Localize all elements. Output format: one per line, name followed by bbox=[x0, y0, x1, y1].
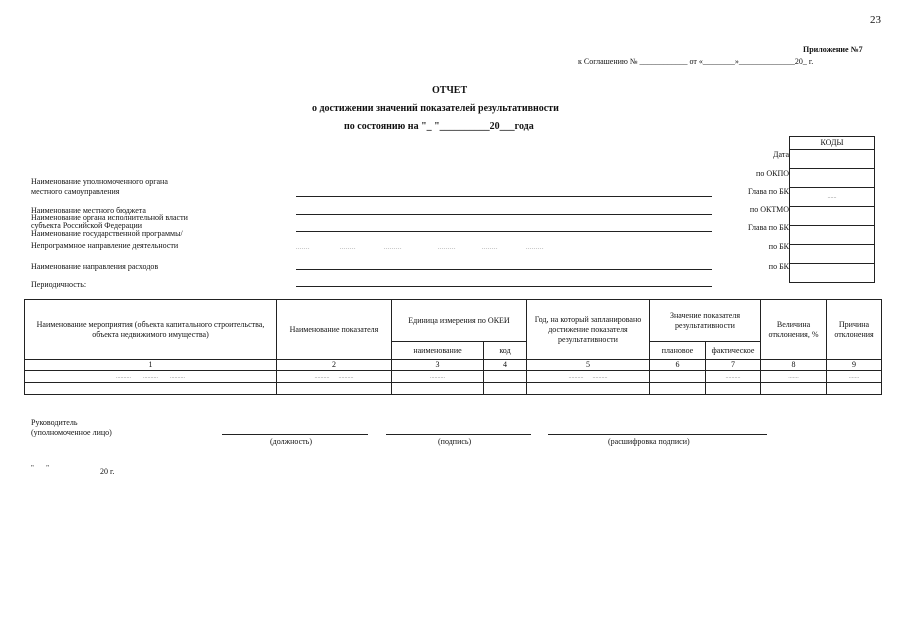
indicators-table bbox=[24, 299, 882, 395]
field-executive-line[interactable] bbox=[296, 231, 712, 232]
column-number: 2 bbox=[277, 360, 392, 371]
table-row bbox=[25, 371, 882, 383]
header-reason: Причина отклонения bbox=[827, 300, 882, 360]
field-budget-label: Наименование местного бюджета bbox=[31, 206, 146, 215]
code-label-bk-1: по БК bbox=[768, 242, 789, 251]
table-cell[interactable] bbox=[484, 383, 527, 395]
header-event: Наименование мероприятия (объекта капитального строительства, объекта недвижимого имущества) bbox=[25, 300, 277, 360]
column-number: 5 bbox=[527, 360, 650, 371]
table-cell[interactable] bbox=[650, 383, 706, 395]
field-periodicity-label: Периодичность: bbox=[31, 280, 87, 289]
signature-position-line[interactable] bbox=[222, 434, 368, 435]
table-cell[interactable]: .......... bbox=[392, 371, 484, 383]
field-program-dots: ....... ........ ......... ......... ........ ......... bbox=[296, 245, 544, 251]
table-cell[interactable] bbox=[706, 383, 761, 395]
header-actual: фактическое bbox=[706, 342, 761, 360]
field-budget-line[interactable] bbox=[296, 214, 712, 215]
column-number: 1 bbox=[25, 360, 277, 371]
table-cell[interactable] bbox=[650, 371, 706, 383]
code-cell-bk-1[interactable] bbox=[790, 245, 874, 264]
table-cell[interactable]: ....... bbox=[827, 371, 882, 383]
field-authority-label-2: местного самоуправления bbox=[31, 187, 120, 196]
field-expenses-label: Наименование направления расходов bbox=[31, 262, 159, 271]
table-cell[interactable] bbox=[527, 383, 650, 395]
column-numbers-row bbox=[25, 360, 882, 371]
table-cell[interactable]: .......... .......... .......... bbox=[25, 371, 277, 383]
table-cell[interactable] bbox=[761, 383, 827, 395]
header-year: Год, на который запланировано достижение показателя результативности bbox=[527, 300, 650, 360]
table-row bbox=[25, 383, 882, 395]
field-executive-label-2: субъекта Российской Федерации bbox=[31, 221, 143, 230]
appendix-label: Приложение №7 bbox=[803, 45, 863, 54]
header-unit-name: наименование bbox=[392, 342, 484, 360]
header-indicator: Наименование показателя bbox=[277, 300, 392, 360]
table-cell[interactable]: ....... bbox=[761, 371, 827, 383]
table-cell[interactable]: .......... bbox=[706, 371, 761, 383]
codes-box bbox=[789, 136, 875, 283]
field-expenses-line[interactable] bbox=[296, 269, 712, 270]
field-program-label-2: Непрограммное направление деятельности bbox=[31, 241, 179, 250]
codes-header: КОДЫ bbox=[790, 137, 874, 150]
code-label-bk-2: по БК bbox=[768, 262, 789, 271]
header-planned: плановое bbox=[650, 342, 706, 360]
signature-decoding-line[interactable] bbox=[548, 434, 767, 435]
code-cell-glava-1[interactable]: ...... bbox=[790, 188, 874, 207]
field-authority-line[interactable] bbox=[296, 196, 712, 197]
code-cell-bk-2[interactable] bbox=[790, 264, 874, 282]
column-number: 9 bbox=[827, 360, 882, 371]
signature-decoding-caption: (расшифровка подписи) bbox=[608, 437, 690, 446]
document-subtitle: о достижении значений показателей результативности bbox=[312, 103, 559, 114]
header-deviation: Величина отклонения, % bbox=[761, 300, 827, 360]
signature-date-marks: " " bbox=[31, 464, 49, 472]
signature-head-label-2: (уполномоченное лицо) bbox=[31, 428, 112, 437]
table-cell[interactable] bbox=[484, 371, 527, 383]
table-cell[interactable] bbox=[392, 383, 484, 395]
column-number: 4 bbox=[484, 360, 527, 371]
field-periodicity-line[interactable] bbox=[296, 286, 712, 287]
signature-sign-caption: (подпись) bbox=[438, 437, 472, 446]
field-authority-label-1: Наименование уполномоченного органа bbox=[31, 177, 168, 186]
code-label-oktmo: по ОКТМО bbox=[749, 205, 789, 214]
signature-date: 20 г. bbox=[100, 467, 115, 476]
field-program-label-1: Наименование государственной программы/ bbox=[31, 229, 183, 238]
header-value: Значение показателя результативности bbox=[650, 300, 761, 342]
code-label-date: Дата bbox=[773, 150, 789, 159]
table-cell[interactable]: .......... .......... bbox=[277, 371, 392, 383]
header-unit-code: код bbox=[484, 342, 527, 360]
header-unit: Единица измерения по ОКЕИ bbox=[392, 300, 527, 342]
code-label-glava-2: Глава по БК bbox=[748, 223, 789, 232]
column-number: 6 bbox=[650, 360, 706, 371]
code-label-okpo: по ОКПО bbox=[756, 169, 789, 178]
code-label-glava-1: Глава по БК bbox=[748, 187, 789, 196]
code-cell-date[interactable] bbox=[790, 150, 874, 169]
document-title: ОТЧЕТ bbox=[432, 85, 468, 96]
field-executive-label-1: Наименование органа исполнительной власти bbox=[31, 213, 188, 222]
signature-position-caption: (должность) bbox=[270, 437, 312, 446]
agreement-reference: к Соглашению № ____________ от «________»______________20_ г. bbox=[578, 57, 814, 66]
column-number: 7 bbox=[706, 360, 761, 371]
column-number: 8 bbox=[761, 360, 827, 371]
table-cell[interactable]: .......... .......... bbox=[527, 371, 650, 383]
code-cell-oktmo[interactable] bbox=[790, 207, 874, 226]
report-date: по состоянию на "_ "__________20___года bbox=[344, 121, 534, 132]
signature-head-label-1: Руководитель bbox=[31, 418, 78, 427]
table-cell[interactable] bbox=[277, 383, 392, 395]
page-number: 23 bbox=[870, 14, 881, 26]
table-cell[interactable] bbox=[827, 383, 882, 395]
code-cell-okpo[interactable] bbox=[790, 169, 874, 188]
table-cell[interactable] bbox=[25, 383, 277, 395]
code-cell-glava-2[interactable] bbox=[790, 226, 874, 245]
column-number: 3 bbox=[392, 360, 484, 371]
signature-sign-line[interactable] bbox=[386, 434, 531, 435]
